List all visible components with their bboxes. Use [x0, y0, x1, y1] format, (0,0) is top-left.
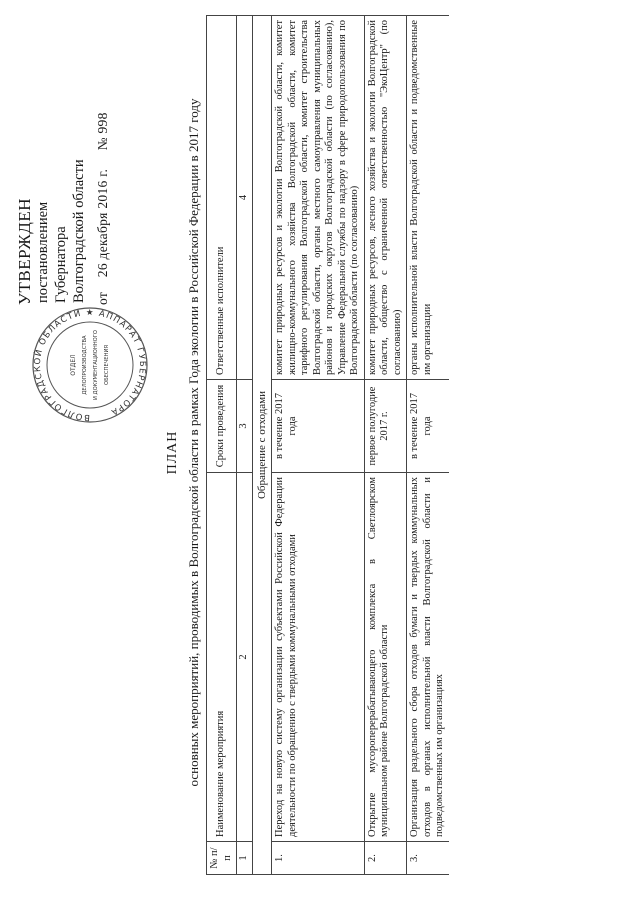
table-row — [364, 16, 407, 875]
decree-number: 998 — [95, 112, 110, 134]
column-number: 3 — [237, 380, 253, 473]
approval-line-decree: постановлением — [35, 201, 51, 303]
approval-heading: УТВЕРЖДЕН — [15, 198, 34, 305]
header-name: Наименование мероприятия — [207, 473, 237, 842]
approval-line-governor: Губернатора — [53, 226, 69, 303]
column-number: 4 — [237, 16, 253, 380]
approval-date-line — [94, 20, 112, 305]
seal-inner-line-3: И ДОКУМЕНТАЦИОННОГО — [93, 329, 99, 401]
table-row — [407, 16, 449, 875]
seal-inner-line-2: ДЕЛОПРОИЗВОДСТВА — [82, 335, 88, 395]
column-number: 1 — [237, 842, 253, 875]
decree-number-label: № — [95, 137, 110, 151]
row-number: 2. — [364, 842, 407, 875]
date-prefix: от — [95, 291, 110, 305]
row-name: Организация раздельного сбора отходов бумаги и твердых коммунальных отходов в органах исполнительной власти Волгоградской области и подведомственных им организациях — [407, 473, 449, 842]
decree-date: 26 декабря 2016 г. — [95, 168, 110, 278]
row-executors: комитет природных ресурсов и экологии Волгоградской области, комитет жилищно-коммунального хозяйства Волгоградской области, комитет тарифного регулирования Волгоградской области, комитет строительства Волгоградской области, органы местного самоуправления муниципальных районов и городских округов Волгоградской области (по согласованию), Управление Федеральной службы по надзору в сфере природопользования по Волгоградской области (по согласованию) — [272, 16, 365, 380]
plan-subtitle: основных мероприятий, проводимых в Волгоградской области в рамках Года экологии в Российской Федерации в 2017 году — [186, 98, 201, 787]
row-time: в течение 2017 года — [407, 380, 449, 473]
row-executors: комитет природных ресурсов, лесного хозяйства и экологии Волгоградской области, общество с ограниченной ответственностью "ЭкоЦентр" (по согласованию) — [364, 16, 407, 380]
plan-title: ПЛАН — [165, 430, 180, 475]
seal-inner-line-4: ОБЕСПЕЧЕНИЯ — [104, 345, 110, 385]
row-number: 3. — [407, 842, 449, 875]
official-seal-icon — [30, 305, 150, 425]
row-executors: органы исполнительной власти Волгоградской области и подведомственные им организации — [407, 16, 449, 380]
section-title: Обращение с отходами — [252, 16, 272, 875]
header-time: Сроки проведения — [207, 380, 237, 473]
row-name: Открытие мусороперерабатывающего комплекса в Светлоярском муниципальном районе Волгоградской области — [364, 473, 407, 842]
header-executors: Ответственные исполнители — [207, 16, 237, 380]
table-section-row — [252, 16, 272, 875]
approval-line-region: Волгоградской области — [71, 159, 87, 303]
column-number: 2 — [237, 473, 253, 842]
column-number-row — [237, 16, 253, 875]
header-number: № п/п — [207, 842, 237, 875]
plan-table — [206, 15, 449, 875]
row-time: первое полугодие 2017 г. — [364, 380, 407, 473]
seal-inner-line-1: ОТДЕЛ — [70, 354, 77, 376]
seal-outer-text: ВОЛГОГРАДСКОЙ ОБЛАСТИ ★ АППАРАТ ГУБЕРНАТОРА — [32, 307, 148, 423]
table-row — [272, 16, 365, 875]
row-name: Переход на новую систему организации субъектами Российской Федерации деятельности по обращению с твердыми коммунальными отходами — [272, 473, 365, 842]
row-number: 1. — [272, 842, 365, 875]
row-time: в течение 2017 года — [272, 380, 365, 473]
approval-block — [16, 20, 112, 305]
table-header-row — [207, 16, 237, 875]
